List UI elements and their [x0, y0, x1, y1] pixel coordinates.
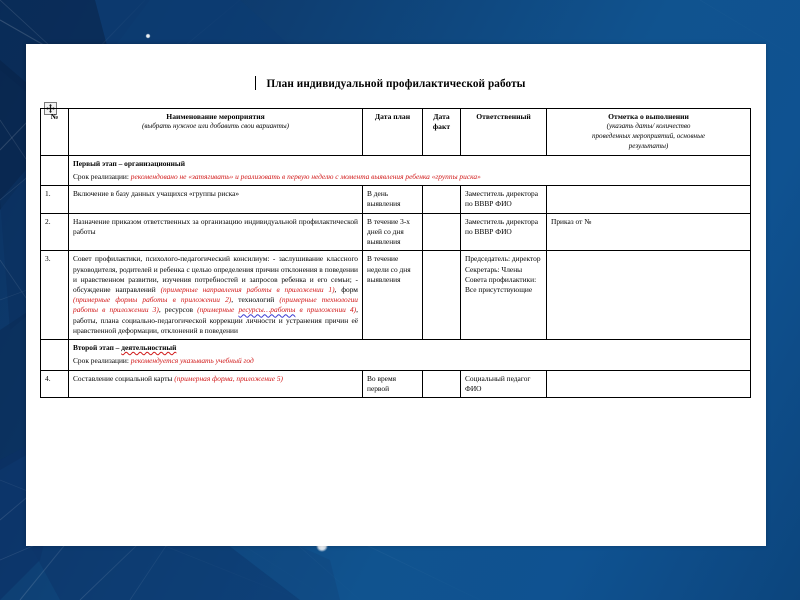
- stage2-title: [73, 343, 746, 353]
- header-cell-num: [41, 109, 69, 156]
- stage2-term: [73, 356, 746, 366]
- row4-name-plain: Составление социальной карты: [73, 373, 175, 383]
- row3-date-plan: В течение недели со дня выявления: [363, 251, 423, 340]
- page-title: План индивидуальной профилактической работы: [266, 78, 526, 90]
- stage1-title: Первый этап – организационный: [73, 158, 185, 168]
- row3-name-red3: (примерные технологии работы в приложении 3): [73, 295, 359, 315]
- row3-name-red4-pre: (примерные: [197, 305, 239, 315]
- row4-date-fact: [423, 370, 461, 397]
- stage1-term-label: Срок реализации:: [73, 172, 129, 182]
- row3-name-red1: (примерные направления работы в приложении 1): [160, 285, 335, 294]
- row3-date-fact: [423, 251, 461, 340]
- header-cell-date-plan: [363, 109, 423, 156]
- row3-name-red2: (примерные формы работы в приложении 2): [73, 295, 232, 305]
- stage-row-2: [41, 340, 751, 370]
- stage2-num-cell: [41, 340, 69, 370]
- header-cell-mark: [547, 109, 751, 156]
- header-mark-label: Отметка о выполнении: [608, 112, 689, 121]
- table-header: [41, 109, 751, 156]
- header-name-label: Наименование мероприятия: [166, 112, 265, 121]
- row1-date-plan: В день выявления: [363, 186, 423, 213]
- header-num-label: №: [50, 112, 59, 121]
- header-responsible-label: Ответственный: [476, 112, 531, 121]
- table-row: [41, 251, 751, 340]
- row4-name: [69, 370, 363, 397]
- document-sheet: [26, 44, 766, 546]
- header-cell-responsible: [461, 109, 547, 156]
- stage1-term: [73, 172, 746, 182]
- row4-mark: [547, 370, 751, 397]
- header-row: [41, 109, 751, 156]
- row4-name-red: (примерная форма, приложение 5): [174, 373, 284, 383]
- row3-name-tail: , работы, плана социально-педагогической коррекции личности и устранения причин её нравственной деформации, отклонений в поведении: [73, 305, 359, 335]
- row1-num: 1.: [41, 186, 69, 213]
- header-mark-sub1: (указать даты/ количество: [606, 122, 691, 131]
- stage1-num-cell: [41, 155, 69, 185]
- row4-num: 4.: [41, 370, 69, 397]
- row1-name: Включение в базу данных учащихся «группы риска»: [69, 186, 363, 213]
- stage2-title-plain: Второй этап –: [73, 343, 122, 353]
- row4-responsible: Социальный педагог ФИО: [461, 370, 547, 397]
- row2-name: Назначение приказом ответственных за организацию индивидуальной профилактической работы: [69, 213, 363, 251]
- row3-name-red4-misspelled: ресурсы…работы: [238, 305, 296, 315]
- row2-date-fact: [423, 213, 461, 251]
- row3-responsible: Председатель: директор Секретарь: Члены Совета профилактики: Все присутствующие: [461, 251, 547, 340]
- stage1-content-cell: [69, 155, 751, 185]
- header-cell-name: [69, 109, 363, 156]
- stage2-term-label: Срок реализации:: [73, 356, 129, 366]
- row3-name: [69, 251, 363, 340]
- row3-mark: [547, 251, 751, 340]
- plan-table: [40, 108, 751, 398]
- row3-name-mid3: , ресурсов: [158, 305, 198, 315]
- stage2-content-cell: [69, 340, 751, 370]
- header-date-plan-label: Дата план: [374, 112, 411, 121]
- row2-num: 2.: [41, 213, 69, 251]
- table-row: [41, 370, 751, 397]
- table-body: [41, 155, 751, 397]
- row2-date-plan: В течение 3-х дней со дня выявления: [363, 213, 423, 251]
- header-name-sublabel: (выбрать нужное или добавить свои варианты): [141, 122, 289, 131]
- stage-row-1: [41, 155, 751, 185]
- table-row: [41, 213, 751, 251]
- row3-name-mid1: , форм: [334, 285, 358, 294]
- row3-num: 3.: [41, 251, 69, 340]
- header-mark-sub3: результаты): [628, 142, 669, 151]
- row3-name-red4-post: в приложении 4): [295, 305, 357, 315]
- row3-name-mid2: , технологий: [231, 295, 280, 305]
- stage2-title-misspelled: деятельностный: [121, 343, 177, 353]
- stage2-term-value: рекомендуется указывать учебный год: [130, 356, 254, 366]
- row4-date-plan: Во время первой: [363, 370, 423, 397]
- row2-mark: Приказ от №: [547, 213, 751, 251]
- table-row: [41, 186, 751, 213]
- header-cell-date-fact: [423, 109, 461, 156]
- row1-mark: [547, 186, 751, 213]
- row3-name-part1: Совет профилактики, психолого-педагогический консилиум:: [73, 254, 270, 264]
- row3-name-part2: - заслушивание классного руководителя, родителей и ребенка с целью определения причин отклонения в поведении и нравственном развитии, изучения потребностей и запросов ребенка и его семьи;: [73, 254, 358, 284]
- row2-responsible: Заместитель директора по ВВВР ФИО: [461, 213, 547, 251]
- header-date-fact-line2: факт: [432, 122, 451, 132]
- header-mark-sub2: проведенных мероприятий, основные: [591, 132, 706, 141]
- stage1-term-value: рекомендовано не «затягивать» и реализовать в первую неделю с момента выявления ребенка «группы риска»: [130, 172, 481, 182]
- header-date-fact-line1: Дата: [433, 112, 450, 121]
- row1-date-fact: [423, 186, 461, 213]
- row3-name-part3-lead: - обсуждение направлений: [73, 274, 358, 294]
- row1-responsible: Заместитель директора по ВВВР ФИО: [461, 186, 547, 213]
